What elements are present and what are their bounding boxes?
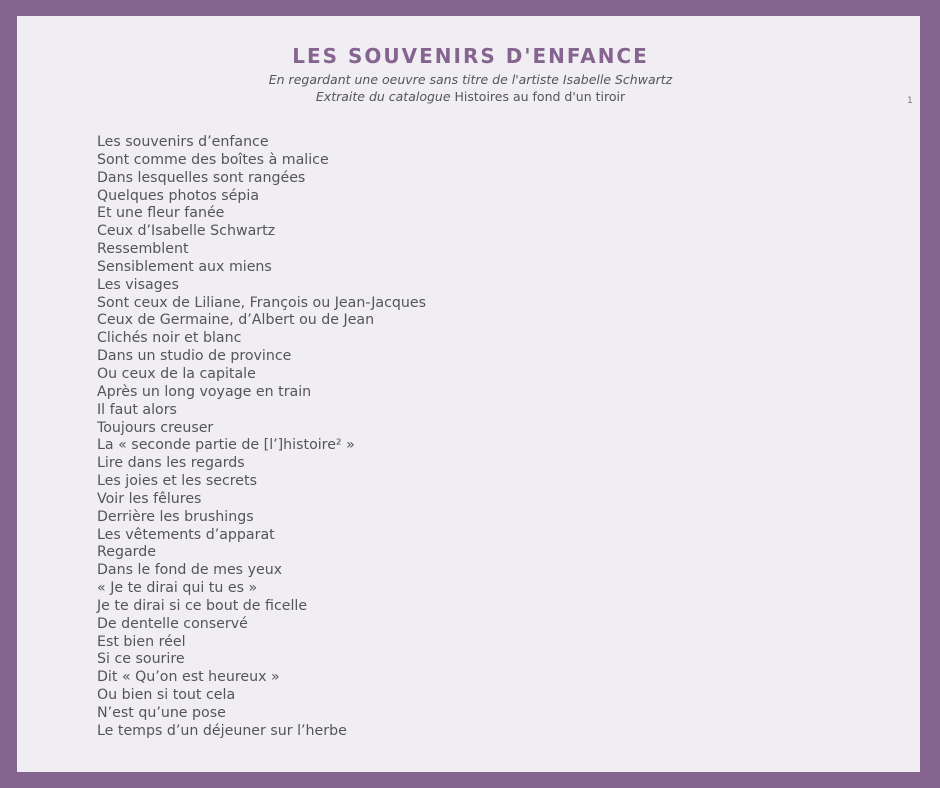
poem-line: Ou bien si tout cela — [97, 687, 236, 704]
poem-line: Toujours creuser — [97, 419, 214, 436]
poem-line: Regarde — [97, 544, 156, 561]
poem-line: Sensiblement aux miens — [97, 258, 272, 275]
poem-line: Les visages — [97, 276, 179, 293]
poem-line: Dans lesquelles sont rangées — [97, 169, 306, 186]
document-page — [17, 16, 920, 772]
poem-line: Je te dirai si ce bout de ficelle — [97, 597, 308, 614]
poem-line: Derrière les brushings — [97, 508, 254, 525]
poem-line: N’est qu’une pose — [97, 705, 226, 721]
poem-line: Clichés noir et blanc — [97, 330, 242, 347]
subtitle-artwork: En regardant une oeuvre sans titre de l'artiste Isabelle Schwartz — [268, 72, 673, 87]
subtitle-catalogue — [17, 89, 924, 105]
poem-line: Voir les fêlures — [97, 490, 202, 507]
page-number: 1 — [907, 96, 913, 106]
poem-line: Les vêtements d’apparat — [97, 526, 275, 543]
poem-line: Est bien réel — [97, 633, 186, 650]
poem-line: Dans le fond de mes yeux — [97, 562, 283, 579]
poem-line: Si ce sourire — [97, 651, 185, 668]
poem-line: Il faut alors — [97, 401, 177, 418]
document-title: LES SOUVENIRS D'ENFANCE — [292, 44, 649, 68]
poem-line: « Je te dirai qui tu es » — [97, 580, 258, 597]
poem-line: La « seconde partie de [l’]histoire² » — [97, 437, 355, 454]
poem-line: Quelques photos sépia — [97, 187, 260, 204]
poem-line: Dit « Qu’on est heureux » — [97, 669, 280, 686]
poem-line: Lire dans les regards — [97, 455, 245, 472]
poem-line: Les joies et les secrets — [97, 473, 257, 490]
poem-line: Dans un studio de province — [97, 348, 292, 365]
poem-line: Les souvenirs d’enfance — [97, 134, 269, 150]
poem-line: Le temps d’un déjeuner sur l’herbe — [97, 722, 347, 739]
poem-line: Sont ceux de Liliane, François ou Jean-Jacques — [97, 294, 427, 311]
poem-line: Ceux de Germaine, d’Albert ou de Jean — [97, 312, 375, 329]
poem-body — [97, 134, 426, 741]
poem-line: Après un long voyage en train — [97, 383, 312, 400]
subtitle-catalogue-title: Histoires au fond d'un tiroir — [450, 89, 626, 104]
poem-line: Ou ceux de la capitale — [97, 365, 256, 382]
poem-line: De dentelle conservé — [97, 615, 248, 632]
poem-line: Ressemblent — [97, 241, 189, 258]
poem-line: Ceux d’Isabelle Schwartz — [97, 223, 276, 240]
poem-line: Et une fleur fanée — [97, 205, 225, 222]
poem-line: Sont comme des boîtes à malice — [97, 151, 329, 168]
subtitle-catalogue-label: Extraite du catalogue — [315, 89, 451, 104]
